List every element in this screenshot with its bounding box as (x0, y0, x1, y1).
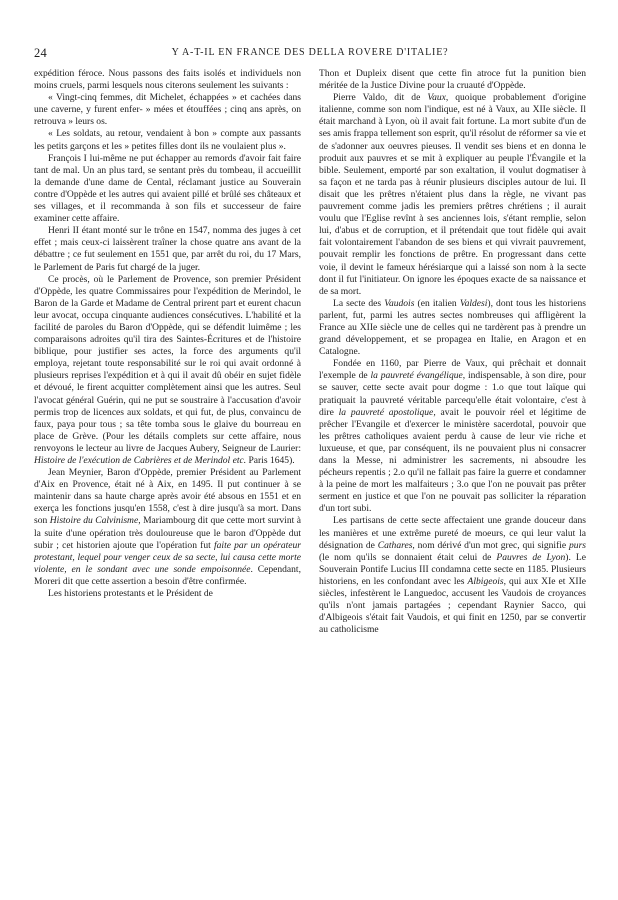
text-run: Paris 1645). (246, 455, 295, 466)
text-run: Les historiens protestants et le Président de (48, 588, 213, 600)
italic-text: Vaux (427, 92, 446, 104)
text-run: La secte des (333, 297, 385, 309)
text-run: Pierre Valdo, dit de (333, 92, 428, 104)
text-run: (en italien (414, 297, 460, 309)
paragraph (34, 225, 301, 273)
paragraph (319, 358, 586, 515)
paragraph (319, 298, 586, 358)
italic-text: la pauvreté évangélique (370, 370, 463, 382)
paragraph (34, 128, 301, 152)
italic-text: Histoire du Calvinisme (49, 515, 139, 527)
page-number: 24 (34, 46, 47, 60)
text-run: expédition féroce. Nous passons des faits isolés et individuels non moins cruels, parmi lesquels nous citerons seulement les suivants : (34, 68, 301, 92)
italic-text: la pauvreté apostolique (338, 406, 434, 418)
running-title: Y A-T-IL EN FRANCE DES DELLA ROVERE D'ITALIE? (171, 47, 449, 58)
left-column (34, 68, 301, 600)
italic-text: purs (569, 539, 586, 551)
text-run: . Cependant, Moreri dit que cette assertion a besoin d'être confirmée. (34, 563, 301, 587)
text-run: Thon et Dupleix disent que cette fin atroce fut la punition bien méritée de la Justice Divine pour la cruauté d'Oppède. (319, 68, 586, 92)
italic-text: faite par un opérateur protestant, lequel pour venger ceux de sa secte, lui causa cette morte violente, en le sondant avec une sonde empoisonnée (34, 539, 301, 575)
text-run: , avait le pouvoir réel et légitime de prêcher l'Evangile et d'exercer le ministère sacerdotal, pouvoir que les prêtres catholiques avaient perdu à cause de leur vie riche et luxueuse, et que, par conséquent, ils ne pouvaient plus ni consacrer dans la Messe, ni administrer les sacrements, ni absoudre les pécheurs repentis ; 2.o qu'il ne fallait pas faire la guerre et condamner à la peine de mort les malfaiteurs ; 3.o que l'on ne pouvait pas prêter serment en justice et que l'on ne pouvait pas solliciter la réparation d'un tort subi. (319, 406, 587, 515)
text-run: François I lui-même ne put échapper au remords d'avoir fait faire tant de mal. Un an plus tard, se sentant près du tombeau, il accueillit la demande d'une dame de Cental, réclamant justice au Souverain contre d'Oppède et les autres qui avaient pillé et brûlé ses châteaux et ses villages, et il recommanda à son fils et successeur de faire examiner cette affaire. (34, 152, 301, 225)
text-run: Henri II étant monté sur le trône en 1547, nomma des juges à cet effet ; mais ceux-ci laissèrent traîner la chose quatre ans avant de la débattre ; ce fut seulement en 1551 que, par arrêt du roi, du 17 Mars, le Parlement de Paris fut chargé de la juger. (34, 225, 301, 273)
italic-text: Vaudois (384, 297, 415, 309)
text-run: « Vingt-cinq femmes, dit Michelet, échappées » et cachées dans une caverne, y furent enfer- » mées et étouffées ; cinq ans après, on retrouva » leurs os. (34, 92, 301, 128)
text-run: Fondée en 1160, par Pierre de Vaux, qui prêchait et donnait l'exemple de (319, 358, 586, 382)
text-run: Jean Meynier, Baron d'Oppède, premier Président au Parlement d'Aix en Provence, était né à Aix, en 1495. Il put continuer à se maintenir dans sa haute charge après avoir été absous en 1551 et en exerça les fonctions jusqu'en 1558, c'est à dire jusqu'à sa mort. Dans son (34, 467, 301, 527)
italic-text: Albigeois (467, 575, 504, 587)
text-run: ), dont tous les historiens parlent, fut, parmi les autres sectes nombreuses qui affligèrent la France au XIIe siècle une de celles qui ne tardèrent pas à prendre un grand développement, et se propagea en Italie, en Aragon et en Catalogne. (319, 297, 586, 358)
paragraph (319, 68, 586, 92)
text-run: , nom dérivé d'un mot grec, qui signifie (412, 539, 570, 551)
paragraph (319, 515, 586, 636)
paragraph (34, 92, 301, 128)
italic-text: Valdesi (459, 297, 488, 309)
text-run: ). Le Souverain Pontife Lucius III condamna cette secte en 1185. Plusieurs historiens, en les confondant avec les (319, 551, 586, 587)
text-run: , Mariambourg dit que cette mort survint à la suite d'une opération très douloureuse que le baron d'Oppède dut subir ; cet historien ajoute que l'opération fut (34, 515, 301, 551)
text-run: Les partisans de cette secte affectaient une grande douceur dans les manières et une extrême pureté de moeurs, ce qui leur valut la désignation de (319, 515, 586, 551)
italic-text: Histoire de l'exécution de Cabrières et de Merindol etc. (34, 455, 247, 466)
text-run: , quoique probablement d'origine italienne, comme son nom l'indique, est né à Vaux, au XIIe siècle. Il était marchand à Lyon, où il avait fait fortune. La mort subite d'un de ses amis frappa tellement son esprit, qu'il résolut de réformer sa vie et de s'adonner aux oeuvres pieuses. Il vendit ses biens et en donna le produit aux pauvres et se mit à expliquer au peuple l'Évangile et la bible. Seulement, emporté par son exaltation, il voulut dogmatiser à sa façon et ne tarda pas à réunir plusieurs disciples autour de lui. Il disait que les prêtres n'étaient plus dans la règle, ne vivant pas pauvrement comme jadis les premiers prêtres chrétiens ; il aurait voulu que l'Eglise revînt à ses anciennes lois, s'étant remplie, selon lui, d'abus et de corruption, et il prétendait que tout fidèle qui avait fait volontairement l'abandon de ses biens et qui vivrait pauvrement, pouvait remplir les fonctions de prêtre. En progressant dans cette voie, il devint le fameux hérésiarque qui a laissé son nom à la secte dont il fut l'initiateur. On ignore les époques exacte de sa naissance et de sa mort. (319, 92, 586, 297)
text-run: , indispensable, à son dire, pour se sauver, cette secte avait pour dogme : 1.o que tout laïque qui pratiquait la pauvreté véritable parcequ'elle était volontaire, c'est à dire (319, 370, 586, 418)
paragraph (34, 467, 301, 588)
text-run: Ce procès, où le Parlement de Provence, son premier Président d'Oppède, les quatre Commissaires pour l'expédition de Merindol, le Baron de la Garde et Madame de Central prirent part et eurent chacun leur avocat, occupa cinquante audiences consécutives. L'habilité et la facilité de paroles du Baron d'Oppède, qui se défendit luimême ; les comparaisons adroites qu'il tira des Saintes-Écritures et de l'histoire biblique, pour justifier ses actes, la force des arguments qu'il employa, rejetant toute responsabilité sur le roi qui avait ordonné à plusieurs reprises l'expédition et à qui il avait dû obéir en sujet fidèle et dévoué, le firent acquitter complètement ainsi que les autres. Seul l'avocat général Guérin, qui ne put se soustraire à l'accusation d'avoir permis trop de licences aux soldats, et qui fut, de plus, convaincu de faux, paya pour tous ; sa tête tomba sous le glaive du bourreau en place de Grève. (Pour les détails complets sur cette affaire, nous renvoyons le lecteur au livre de Jacques Aubery, Seigneur de Laurier: (34, 273, 301, 454)
right-column (319, 68, 586, 636)
paragraph (319, 92, 586, 298)
paragraph (34, 153, 301, 226)
paragraph (34, 274, 301, 468)
italic-text: Cathares (377, 539, 413, 551)
paragraph (34, 68, 301, 92)
paragraph (34, 588, 301, 600)
page-header (34, 46, 586, 62)
italic-text: Pauvres de Lyon (496, 551, 566, 563)
text-run: (le nom qu'ils se donnaient était celui de (319, 551, 497, 563)
text-run: , qui aux XIe et XIIe siècles, infestèrent le Languedoc, accusent les Vaudois de croyances qu'ils n'ont jamais partagées ; cependant Raynier Sacco, qui d'Albigeois s'était fait Vaudois, et qui finit en 1250, par se convertir au catholicisme (319, 575, 586, 636)
text-run: « Les soldats, au retour, vendaient à bon » compte aux passants les petits garçons et les » petites filles dont ils ne voulaient plus ». (34, 128, 301, 152)
